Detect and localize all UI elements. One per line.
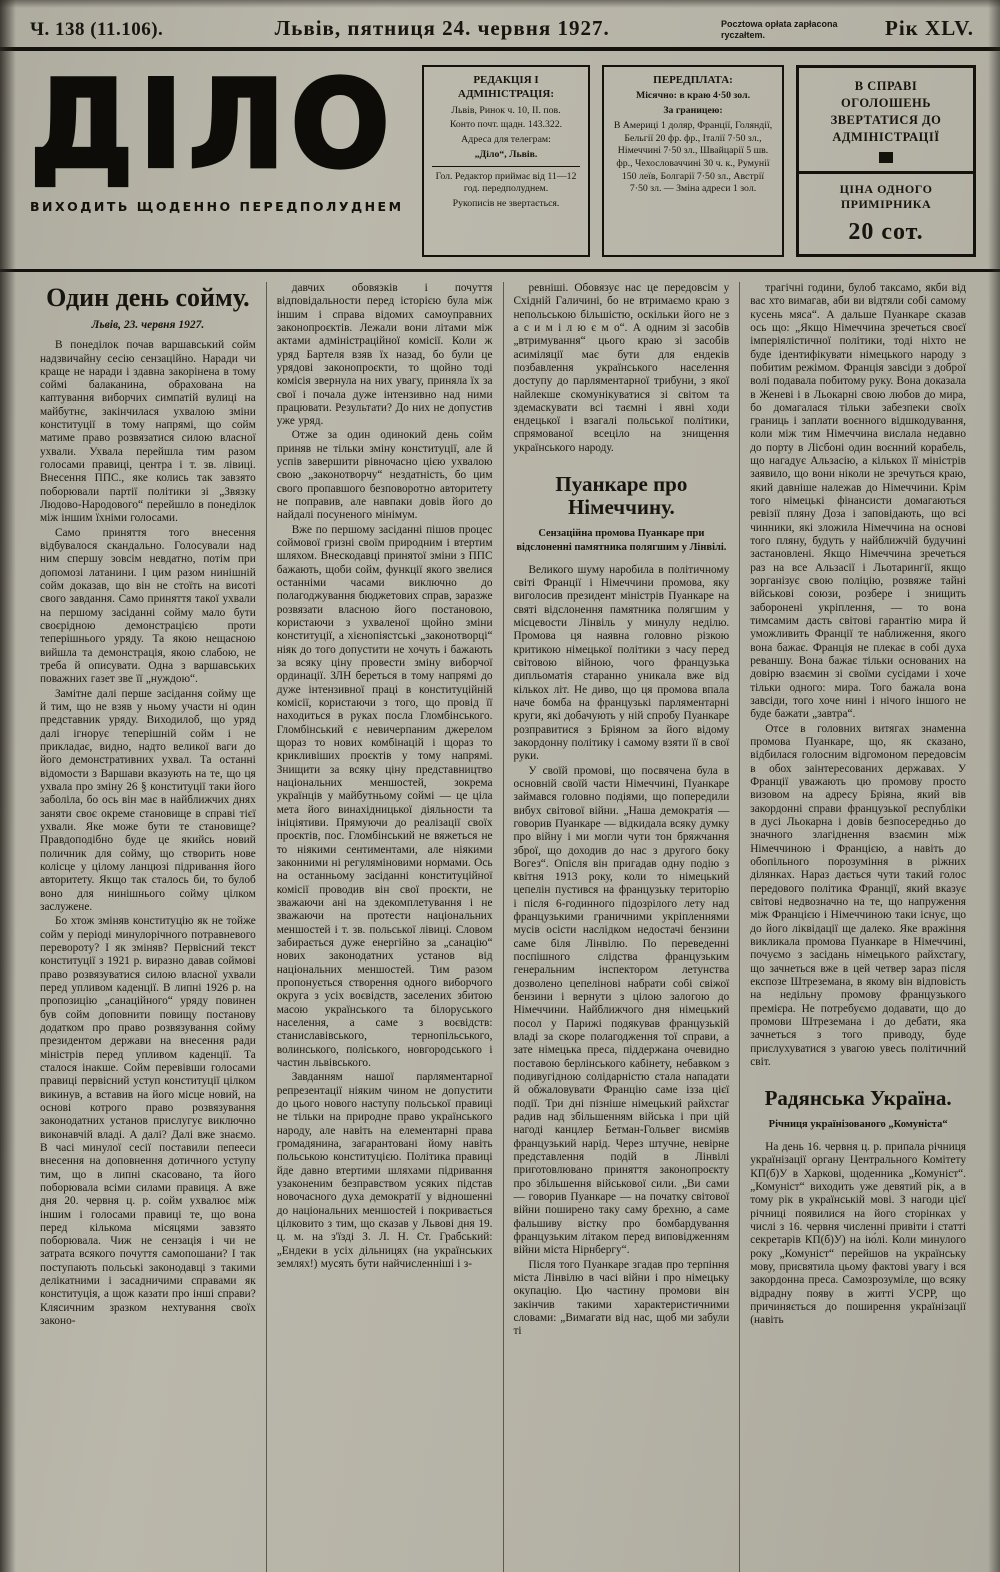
editorial-account: Конто почт. щадн. 143.322. — [449, 119, 563, 131]
paragraph: У своїй промові, що посвячена була в основній своїй части Німеччині, Пуанкаре займався головно подіями, що попередили вибух світової війни. „Наша демократія — говорив Пуанкаре — відкидала всяку думку про війну і ми могли чути тон бряжчання зброї, що доходив до нас з другого боку Вогез“. Опісля він пригадав одну подію з квітня 1913 року, коли то німецький цепелін пустився на французьку територію і після 6-годинного підозрілого лету над французькими граничними укріпленнями мусів осісти наслідком недостачі бензини саме біля Лінвілю. По переведенні поспішного слідства французьким генеральним інспектором летунства дозволено цепелінові набрати собі свіжої бензини і вернути з цілою залогою до Німеччини. Найближчого дня німецький посол у Парижі подякував французькій владі за скоре полагодження тої справи, а зате німецька преса, піддержана очевидно поставою берлінського кабінету, небавком з подивугідною солідарністю стала нападати й обжаловувати Францію саме ізза цієї події. Три дні пізніше німецький райхстаг радив над збільшенням війська і при цій нагоді канцлер Бетман-Гольвег висміяв французький нарід. Через штучне, невірне представлення подій в Лінвілі приготовлювано приняття законопроєкту про збільшення військової сили. „Ви сами — говорив Пуанкаре — на початку світової війни поширено таку саму брехню, а саме фальшиву вістку про бомбардування французьким літаком перед виповідженням війни міста Нірнбергу“. — [513, 764, 730, 1257]
copy-price-label: ЦІНА ОДНОГО ПРИМІРНИКА — [839, 181, 933, 212]
article-2-body-col4 — [750, 282, 966, 1069]
date-line: Львів, пятниця 24. червня 1927. — [274, 16, 610, 40]
column-3 — [503, 282, 740, 1572]
top-bar — [0, 0, 1000, 51]
top-bar-right — [721, 16, 974, 41]
article-2-title: Пуанкаре про Німеччину. — [555, 472, 688, 520]
paragraph: Бо хтож зміняв конституцію як не тойже сойм у періоді минулорічного потравневого перевороту? І як зміняв? Первісний текст конституції з 1921 р. виразно давав соймові право розвязуватися силою власної ухвали перед упливом каденції. В липні 1926 р. на пропозицію „санаційного“ уряду повинен був сойм доповнити повищу постанову додатком про право розвязування сойму президентом держави на внесення ради міністрів перед упливом каденції. Та сталося інакше. Сойм перевівши голосами правиці первісний уступ конституції цілком викинув, а вставив на його місце новий, на основі котрого право розвязування законодатних установ прислугує виключно виконавчій владі. А далі? Далі вже знаємо. В часі минулої сесії поставили пепееси внесення на доповнення дотичного уступу тим, що в липні скасовано, та його поборювала всіми силами правиця. А вже дня 20. червня ц. р. сойм ухвалює між іншим і голосами правиці те, що вона перед кількома місяцями завзято поборювала. Чиж не сензація і чи не затрата всякого почуття самопошани? І так поступають польські законодавці з такими делікатними і засадничими справами як конституція, а щож казати про інші справи? Клясичним зразком нехтування своїх законо- — [40, 915, 256, 1328]
article-3-title: Радянська Україна. — [764, 1086, 952, 1111]
article-1-dateline: Львів, 23. червня 1927. — [91, 319, 205, 332]
editor-hours: Гол. Редактор приймає від 11—12 год. передполуднем. — [435, 170, 577, 195]
newspaper-tagline: ВИХОДИТЬ ЩОДЕННО ПЕРЕДПОЛУДНЕМ — [30, 199, 404, 214]
article-1-body-col1 — [40, 339, 256, 1328]
column-4 — [739, 282, 976, 1572]
article-1-body-col2 — [277, 282, 493, 1271]
year-volume: Рік XLV. — [885, 16, 974, 40]
box-divider — [432, 166, 580, 167]
editorial-address: Львів, Ринок ч. 10, II. пов. — [451, 104, 561, 116]
column-1 — [30, 282, 266, 1572]
telegram-value: „Діло“, Львів. — [474, 148, 538, 160]
subscription-abroad-rates: В Америці 1 доляр, Франції, Голяндії, Бельгії 20 фр. фр., Італії 7·50 зл., Німеччині 7·50 зл., Швайцарії 5 шв. фр., Чехословаччині 30 ч. к., Румунії 150 леїв, Болгарії 7·50 зл., Австрії 7·50 зл. — Зміна адреси 1 зол. — [613, 119, 773, 195]
paragraph: Отже за один одинокий день сойм приняв не тільки зміну конституції, але й успів завершити рівночасно цією ухвалою свою „законотворчу“ нездатність, бо цим свого пропавшого безповоротно авторитету не поправив, але навпаки довів його до найдалі посуненого мінімум. — [276, 429, 493, 522]
article-columns — [0, 272, 1000, 1572]
article-3-body-col4 — [750, 1141, 966, 1328]
paragraph: Отсе в головних витягах знаменна промова Пуанкаре, що, як сказано, відбилася голосним відгомоном передовсім в обох заінтересованих державах. У Франції уважають цю промову просто визовом на адресу Бріяна, який вів закордонні справи французької республіки в дусі Льокарна і довів безпосередньо до значного злагіднення взаємин між Німеччиною і Францією, а навіть до обопільного порозуміння в ріжних ділянках. Нараз дається чути такий голос передового політика Франції, який вказує світові недвозначно на те, що напруження між Францією і Німеччиною таки існує, що до його ліквідації ще далеко. Яке вражіння викликала промова Пуанкаре в Німеччині, почуємо з засідань німецького райхстагу, що зачнеться вже в цей четвер зараз після експозе Штреземана, в якому він відповість на недільну промову французького премієра. Не потребуємо додавати, що до промови Штреземана і до дебати, яка зачнеться з того приводу, буде прислухуватися з увагою увесь політичний світ. — [750, 722, 966, 1068]
article-2-body-col3 — [514, 564, 730, 1339]
article-1-title: Один день сойму. — [46, 282, 250, 312]
masthead — [30, 54, 410, 257]
copy-price-value: 20 сот. — [848, 218, 924, 245]
article-2-subtitle: Сензаційна промова Пуанкаре при відслоненні памятника полягшим у Лінвілі. — [516, 528, 727, 553]
newspaper-title: ДІЛО — [30, 54, 396, 195]
paragraph: На день 16. червня ц. р. припала річниця українізації органу Центрального Комітету КП(б)У в Харкові, щоденника „Комуніст“. „Комуніст“ виходить уже девятий рік, а в тому рік в українській мові. З нагоди цієї річниці появилися на його сторінках у числі з 16. червня численні привіти і статті секретарів КП(б)У) на ію́лі. Коли минулого року „Комуніст“ перейшов на українську мову, присвятила цьому фактові увагу і вся закордонна преса. Самозрозуміле, що всяку відрадну появу в житті УСРР, що причиняється до поширення українізації (навіть — [750, 1140, 966, 1327]
article-3-subtitle: Річниця українізованого „Комуніста“ — [768, 1119, 948, 1131]
paragraph: Само приняття того внесення відбувалося скандально. Голосували над ним спершу зовсім невдатно, потім при допомозі латанини. І цим разом нинішній сойм доказав, що він не стоїть на висоті свого завдання. Само приняття такої ухвали на першому засіданні сойму мало бути своєрідною демонстрацією проти теперішнього уряду. Та якою нещасною вийшла та демонстрація, якою слабою, не треба й описувати. Одна з варшавських поважних газет зве її „нуждою“. — [40, 526, 256, 686]
subscription-abroad-label: За границею: — [663, 105, 723, 117]
paragraph: Великого шуму наробила в політичному світі Франції і Німеччини промова, яку виголосив президент міністрів Пуанкаре на святі відслонення памятника полягшим у місцевости Лінвіль у минулу неділю. Промова ця наявна головно різкою критикою німецької політики з часу перед світовою війною, чого французька дипльоматія старанно уникала вже від кількох літ. Не диво, що ця промова впала наче бомба на французькі парляментарні круги, які добачують у ній спробу Пуанкаре розправитися з Бріяном за його відому закордонну політику і самому взяти її в свої руки. — [513, 563, 730, 763]
paragraph: трагічні години, булоб таксамо, якби від вас хто вимагав, аби ви відтяли собі самому кусень мяса“. А дальше Пуанкаре сказав ось що: „Якщо Німеччина зречеться своєї імперіялістичної політики, тоді ніхто не буде ідентифікувати німецького народу з побитим режімом. Франція завсіди з доброї волі подавала побитому руку. Вона доказала в Женеві і в Льокарні свою любов до мира, бо домагалася тільки забезпеки своїх границь і заплати воєнного відшкодування, коли між тим Німеччина вислала недавно до порту в Лісбоні один воєнний корабель, що нагадує Альзасію, а кількох її міністрів заявило, що вони ніколи не зречуться краю, який давніше належав до Німеччини. Крім того німецькі фінансисти домагаються ревізії пляну Доза і заповідають, що всі чинники, які зложила Німеччина на основі того пляну, будуть у найближчій будучині застановлені. Якщо Німеччина зречеться раз на все Альзасії і Льотарингії, якщо зорганізує свою поліцію, розвяже тайні військові союзи, розбере і знищить заборонені укріплення, — то вона тимсамим дасть світові гарантію мира й уможливить Франції те наближення, якого вона бажає. Франція не плекає в собі духа реваншу. Вона бажає тільки основаних на довірю взаємин зі своїми сусідами і хоче тільки одного: мира. Того бажала вона завсіди, того хоче нині і нічого іншого не буде бажати „завтра“. — [750, 281, 967, 721]
subscription-box — [602, 65, 784, 257]
ads-notice: В СПРАВІ ОГОЛОШЕНЬ ЗВЕРТАТИСЯ ДО АДМІНІСТРАЦІЇ — [830, 79, 942, 144]
editorial-box-title: РЕДАКЦІЯ І АДМІНІСТРАЦІЯ: — [458, 74, 554, 101]
paragraph: Замітне далі перше засідання сойму ще й тим, що не взяв у ньому участи ні один представник уряду. Виходилоб, що уряд далі ігнорує теперішній сойм і не прикладає, видно, надто великої ваги до його демонстративних ухвал. Та останні відомости з Варшави вказують на те, що ця ухвала про зміну 26 § конституції таки його заболіла, бо ось він має в найближчих днях заняти своє окреме становище в справі тієї ухвали. Яке може бути те становище? Правдоподібно буде це якийсь новий поличник для сойму, що створить нове колісце у цілому ланцюзі підривання його авторитету. Якщо так сталось би, то булоб воно для нинішнього сойму цілком заслужене. — [40, 687, 256, 913]
telegram-label: Адреса для телеграм: — [461, 134, 551, 146]
paragraph: Після того Пуанкаре згадав про терпіння міста Лінвілю в часі війни і про німецьку окупацію. Цю частину промови він закінчив такими характеристичними словами: „Вимагати від нас, щоб ми забули ті — [513, 1258, 730, 1338]
paragraph: Вже по першому засіданні пішов процес соймової гризні своїм природним і втертим шляхом. Внескодавці принятої зміни з ППС бажають, щоби сойм, функції якого звелися останніми часами виключно до полагоджування бюджетових справ, заразже розвязати власною його постановою, користаючи з ухваленої щойно зміни конституції, а хієнопіястські „законотворці“ ніяк до того допустити не хочуть і бажають за всяку ціну провести зміну виборчої ординації. ЗЛН береться в тому напрямі до дуже інтензивної праці в конституційній комісії, користаючи з того, що провід її находиться в руках посла Гломбінського. Гломбінський є невичерпаним джерелом щораз то нових комбінацій і щораз то крикливіших проєктів у тому напрямі. Знищити за всяку ціну представництво національних меншостей, зокрема українців у майбутньому соймі — це ціла мета його винахідницької діяльности та ініціятиви. Прямуючи до реалізації своїх проєктів, пос. Гломбінський не вяжеться не то ніякими сентиментами, але ніякими законними ні регуляміновими нормами. Ось на останньому засіданні конституційної комісії проводив він свої проєкти, не зважаючи ані на здекомплетування і не зважаючи на протести національних меншостей і т. зв. польської лівиці. Словом забирається дуже енергійно за „санацію“ нових законодатних установ від національних меншостей. Тим разом пропонується створення одного виборчого округа з усіх воєвідств, заселених збитою масою українського та білоруського населення, а саме з воєвідств: станиславівського, тернопільського, волинського, поліського, новгородського і частин львівського. — [276, 523, 493, 1069]
ads-box-divider — [799, 171, 973, 174]
masthead-row — [0, 51, 1000, 272]
postal-note: Pocztowa opłata zapłacona ryczałtem. — [721, 18, 838, 40]
ornament-icon — [879, 152, 893, 163]
paragraph: давчих обовязків і почуття відповідальности перед історією була між іншим і справа відомих самоуправних законопроєктів. Лежали вони літами між актами адміністраційної комісії. Коли ж уряд Бартеля взяв їх назад, бо були це урядові законопроєкти, то щойно тоді комісія звернула на них увагу, приняла їх за свої і почала дуже інтензивно над ними працювати. Результати? До них не допустив уже уряд. — [276, 281, 493, 428]
column-2 — [266, 282, 503, 1572]
ads-box — [796, 65, 976, 257]
paragraph: В понеділок почав варшавський сойм надзвичайну сесію сензаційно. Наради чи краще не наради і здавна закорінена в тому соймі балаканина, обрахована на каптування виборчих симпатій вулиці на майбутнє, закінчилася ухвалою зміни конституції в тому напрямі, що сойм матиме право розвязатися силою власної ухвали. Ухвала перейшла тим разом голосами правиці, центра і т. зв. лівиці. Внесення ППС., яке колись так завзято поборювали партії політики зі „Звязку Людово-Народового“ перейшло в понеділок між іншим їхніми голосами. — [40, 339, 256, 525]
editorial-box — [422, 65, 590, 257]
subscription-domestic: Місячно: в краю 4·50 зол. — [635, 90, 751, 102]
paragraph: Завданням нашої парляментарної репрезентації ніяким чином не допустити до цього нового наступу польської правиці не тільки на природне право українського народу, але навіть на елементарні права громадянина, загарантовані йому навіть польською конституцією. Політика правиці йде давно втертими шляхами підривання узаконеним безправством усяких підстав новочасного духа демократії у відношенні до національних меншостей і покривається цілковито з тим, що сказав у Львові дня 19. ц. м. на з'їзді З. Л. Н. Ст. Грабський: „Ендеки в усіх дільницях (на українських землях!) мусять бути найчисленніші і з- — [276, 1071, 493, 1270]
subscription-box-title: ПЕРЕДПЛАТА: — [653, 74, 733, 86]
issue-number: Ч. 138 (11.106). — [30, 19, 164, 40]
manuscripts-note: Рукописів не звертається. — [452, 198, 560, 209]
article-1-body-col3 — [514, 282, 730, 455]
paragraph: ревніші. Обовязує нас це передовсім у Східній Галичині, бо не втримаємо краю з непольською більшістю, оскільки його не з а с и м і л ю є м о“. А одним зі засобів „втримування“ цього краю зі засобів асиміляції має бути для ендеків позбавлення українського населення доступу до парляментарної трибуни, з якої найлекше скомунікуватися зі світом та здемаскувати всі таємні і явні ходи ендецької і взагалі польської політики, спрямованої всеціло на знищення українського народу. — [513, 281, 730, 454]
